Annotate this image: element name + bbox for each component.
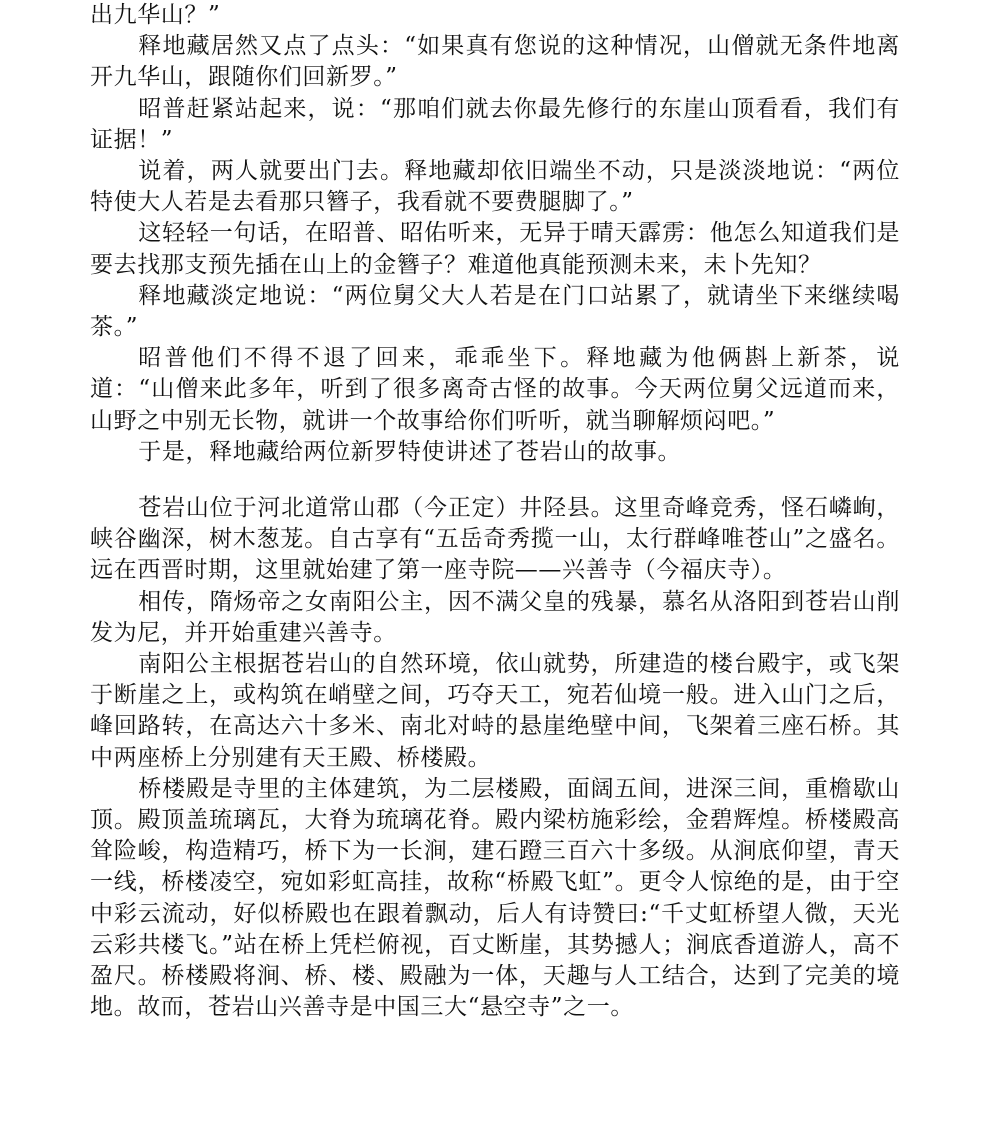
paragraph: 说着，两人就要出门去。释地藏却依旧端坐不动，只是淡淡地说：“两位特使大人若是去看那只簪子，我看就不要费腿脚了。” xyxy=(90,158,900,216)
paragraph: 释地藏淡定地说：“两位舅父大人若是在门口站累了，就请坐下来继续喝茶。” xyxy=(90,282,900,341)
paragraph: 释地藏居然又点了点头：“如果真有您说的这种情况，山僧就无条件地离开九华山，跟随你们回新罗。” xyxy=(90,33,900,91)
paragraph: 苍岩山位于河北道常山郡（今正定）井陉县。这里奇峰竞秀，怪石嶙峋，峡谷幽深，树木葱茏。自古享有“五岳奇秀揽一山，太行群峰唯苍山”之盛名。远在西晋时期，这里就始建了第一座寺院——兴善寺（今福庆寺）。 xyxy=(90,495,900,584)
paragraph: 于是，释地藏给两位新罗特使讲述了苍岩山的故事。 xyxy=(138,438,682,465)
story-section xyxy=(90,0,900,468)
document-page xyxy=(90,0,900,1024)
section-divider xyxy=(90,468,900,493)
paragraph: 相传，隋炀帝之女南阳公主，因不满父皇的残暴，慕名从洛阳到苍岩山削发为尼，并开始重建兴善寺。 xyxy=(90,588,900,646)
cangyan-section xyxy=(90,493,900,1023)
paragraph: 昭普他们不得不退了回来，乖乖坐下。释地藏为他俩斟上新茶，说道：“山僧来此多年，听到了很多离奇古怪的故事。今天两位舅父远道而来，山野之中别无长物，就讲一个故事给你们听听，就当聊解烦闷吧。” xyxy=(90,345,900,434)
paragraph: 桥楼殿是寺里的主体建筑，为二层楼殿，面阔五间，进深三间，重檐歇山顶。殿顶盖琉璃瓦，大脊为琉璃花脊。殿内梁枋施彩绘，金碧辉煌。桥楼殿高耸险峻，构造精巧，桥下为一长涧，建石蹬三百六十多级。从涧底仰望，青天一线，桥楼凌空，宛如彩虹高挂，故称“桥殿飞虹”。更令人惊绝的是，由于空中彩云流动，好似桥殿也在跟着飘动，后人有诗赞曰:“千丈虹桥望人微，天光云彩共楼飞。”站在桥上凭栏俯视，百丈断崖，其势撼人；涧底香道游人，高不盈尺。桥楼殿将涧、桥、楼、殿融为一体，天趣与人工结合，达到了完美的境地。故而，苍岩山兴善寺是中国三大“悬空寺”之一。 xyxy=(90,775,900,1021)
paragraph: 南阳公主根据苍岩山的自然环境，依山就势，所建造的楼台殿宇，或飞架于断崖之上，或构筑在峭壁之间，巧夺天工，宛若仙境一般。进入山门之后，峰回路转，在高达六十多米、南北对峙的悬崖绝壁中间，飞架着三座石桥。其中两座桥上分别建有天王殿、桥楼殿。 xyxy=(90,651,900,771)
paragraph: 这轻轻一句话，在昭普、昭佑听来，无异于晴天霹雳：他怎么知道我们是要去找那支预先插在山上的金簪子？难道他真能预测未来，未卜先知？ xyxy=(90,220,900,278)
paragraph: 出九华山？” xyxy=(90,2,221,28)
paragraph: 昭普赶紧站起来，说：“那咱们就去你最先修行的东崖山顶看看，我们有证据！” xyxy=(90,95,900,153)
